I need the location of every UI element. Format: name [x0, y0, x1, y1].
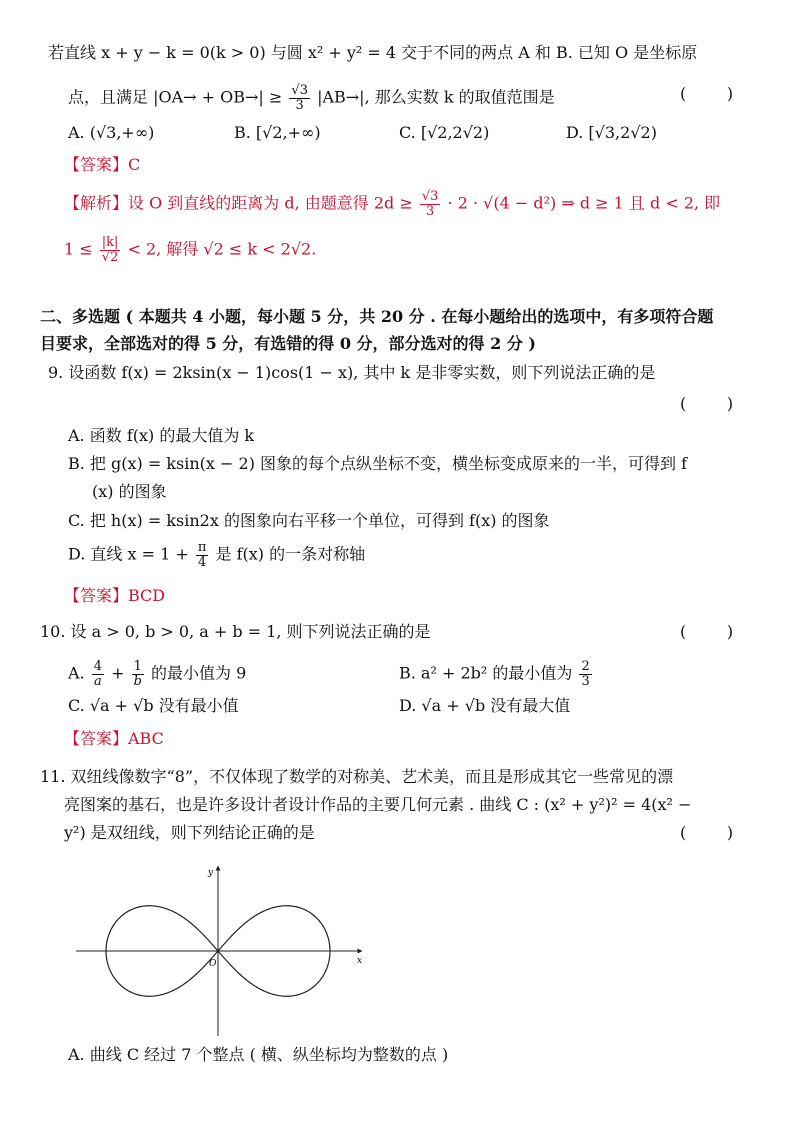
q9-optd-frac-den: 4 — [198, 554, 207, 570]
q8-frac-num: √3 — [291, 83, 308, 98]
q10-optb-frac-den: 3 — [581, 673, 590, 689]
q8-analysis-line1 — [64, 190, 720, 218]
q10-option-b — [399, 660, 594, 688]
q11-line1: 11. 双纽线像数字“8”，不仅体现了数学的对称美、艺术美，而且是形成其它一些常见的漂 — [40, 767, 674, 786]
q8-answer-paren: ( ) — [680, 84, 734, 103]
q8-line2-fraction — [289, 84, 310, 112]
q8-analysis-text-b: · 2 · √(4 − d²) ⇒ d ≥ 1 且 d < 2, 即 — [447, 193, 721, 213]
q9-option-b-line1: B. 把 g(x) = ksin(x − 2) 图象的每个点纵坐标不变，横坐标变成原来的一半，可得到 f — [68, 454, 688, 473]
q10-option-d: D. √a + √b 没有最大值 — [399, 696, 571, 715]
q10-opta-fraction1 — [92, 660, 104, 688]
q10-optb-fraction — [579, 660, 591, 688]
q8-answer: 【答案】C — [64, 155, 141, 174]
q11-option-a: A. 曲线 C 经过 7 个整点 ( 横、纵坐标均为整数的点 ) — [68, 1045, 449, 1064]
q10-opta-f2-den: b — [133, 673, 142, 689]
q10-opta-plus: + — [111, 663, 125, 683]
q10-option-a — [68, 660, 246, 688]
q8-analysis-fraction — [420, 190, 441, 218]
q10-opta-f1-num: 4 — [93, 659, 103, 674]
q8-analysis2-text-b: < 2, 解得 √2 ≤ k < 2√2. — [127, 239, 317, 259]
q11-line2: 亮图案的基石，也是许多设计者设计作品的主要几何元素 . 曲线 C : (x² + y²)² = 4(x² − — [64, 795, 692, 814]
q10-opta-label: A. — [68, 663, 85, 683]
q8-analysis-frac-den: 3 — [426, 203, 435, 219]
q10-line1: 10. 设 a > 0, b > 0, a + b = 1, 则下列说法正确的是 — [40, 622, 431, 641]
q10-opta-f2-num: 1 — [132, 660, 144, 675]
q9-optd-text-b: 是 f(x) 的一条对称轴 — [215, 544, 366, 564]
q9-answer-paren: ( ) — [680, 394, 734, 413]
q8-option-a: A. (√3,+∞) — [68, 123, 155, 142]
origin-label: O — [209, 959, 217, 969]
q9-option-c: C. 把 h(x) = ksin2x 的图象向右平移一个单位，可得到 f(x) 的图象 — [68, 511, 550, 530]
section2-header-line1: 二、多选题 ( 本题共 4 小题，每小题 5 分，共 20 分 . 在每小题给出的选项中，有多项符合题 — [40, 307, 714, 326]
q11-answer-paren: ( ) — [680, 823, 734, 842]
q8-analysis-frac-num: √3 — [421, 189, 439, 204]
q8-line2-text-a: 点，且满足 |OA→ + OB→| ≥ — [68, 87, 283, 107]
y-axis-label: y — [208, 868, 214, 878]
q8-analysis2-frac-den: √2 — [101, 249, 119, 265]
q9-option-d — [68, 541, 365, 569]
q8-option-c: C. [√2,2√2) — [399, 123, 490, 142]
q9-option-a: A. 函数 f(x) 的最大值为 k — [68, 426, 255, 445]
q10-opta-f1-den: a — [93, 673, 102, 689]
q9-answer: 【答案】BCD — [64, 586, 166, 605]
q10-option-c: C. √a + √b 没有最小值 — [68, 696, 239, 715]
q9-optd-text-a: D. 直线 x = 1 + — [68, 544, 189, 564]
q10-opta-text-b: 的最小值为 9 — [151, 663, 247, 683]
q8-line2-text-b: |AB→|, 那么实数 k 的取值范围是 — [317, 87, 555, 107]
q9-optd-frac-num: π — [197, 540, 207, 555]
q8-analysis2-text-a: 1 ≤ — [64, 239, 93, 259]
q9-option-b-line2: (x) 的图象 — [92, 482, 167, 501]
lemniscate-figure — [72, 860, 372, 1040]
q8-analysis-line2 — [64, 236, 316, 264]
q8-analysis-text-a: 【解析】设 O 到直线的距离为 d, 由题意得 2d ≥ — [64, 193, 413, 213]
q8-option-b: B. [√2,+∞) — [234, 123, 321, 142]
q10-answer: 【答案】ABC — [64, 729, 164, 748]
q8-analysis2-frac-num: |k| — [101, 235, 119, 250]
q9-optd-fraction — [196, 541, 209, 569]
q10-optb-text: B. a² + 2b² 的最小值为 — [399, 663, 573, 683]
q8-analysis2-fraction — [100, 236, 121, 264]
x-axis-label: x — [357, 956, 363, 966]
q10-answer-paren: ( ) — [680, 622, 734, 641]
q8-line1: 若直线 x + y − k = 0(k > 0) 与圆 x² + y² = 4 交于不同的两点 A 和 B. 已知 O 是坐标原 — [48, 43, 698, 62]
q11-line3: y²) 是双纽线，则下列结论正确的是 — [64, 823, 315, 842]
section2-header-line2: 目要求，全部选对的得 5 分，有选错的得 0 分，部分选对的得 2 分 ) — [40, 334, 536, 353]
q8-frac-den: 3 — [295, 97, 304, 113]
q10-optb-frac-num: 2 — [581, 659, 590, 674]
q8-option-d: D. [√3,2√2) — [566, 123, 657, 142]
q10-opta-fraction2 — [132, 660, 144, 688]
q8-line2 — [68, 84, 555, 112]
q9-line1: 9. 设函数 f(x) = 2ksin(x − 1)cos(1 − x), 其中 k 是非零实数，则下列说法正确的是 — [48, 363, 656, 382]
